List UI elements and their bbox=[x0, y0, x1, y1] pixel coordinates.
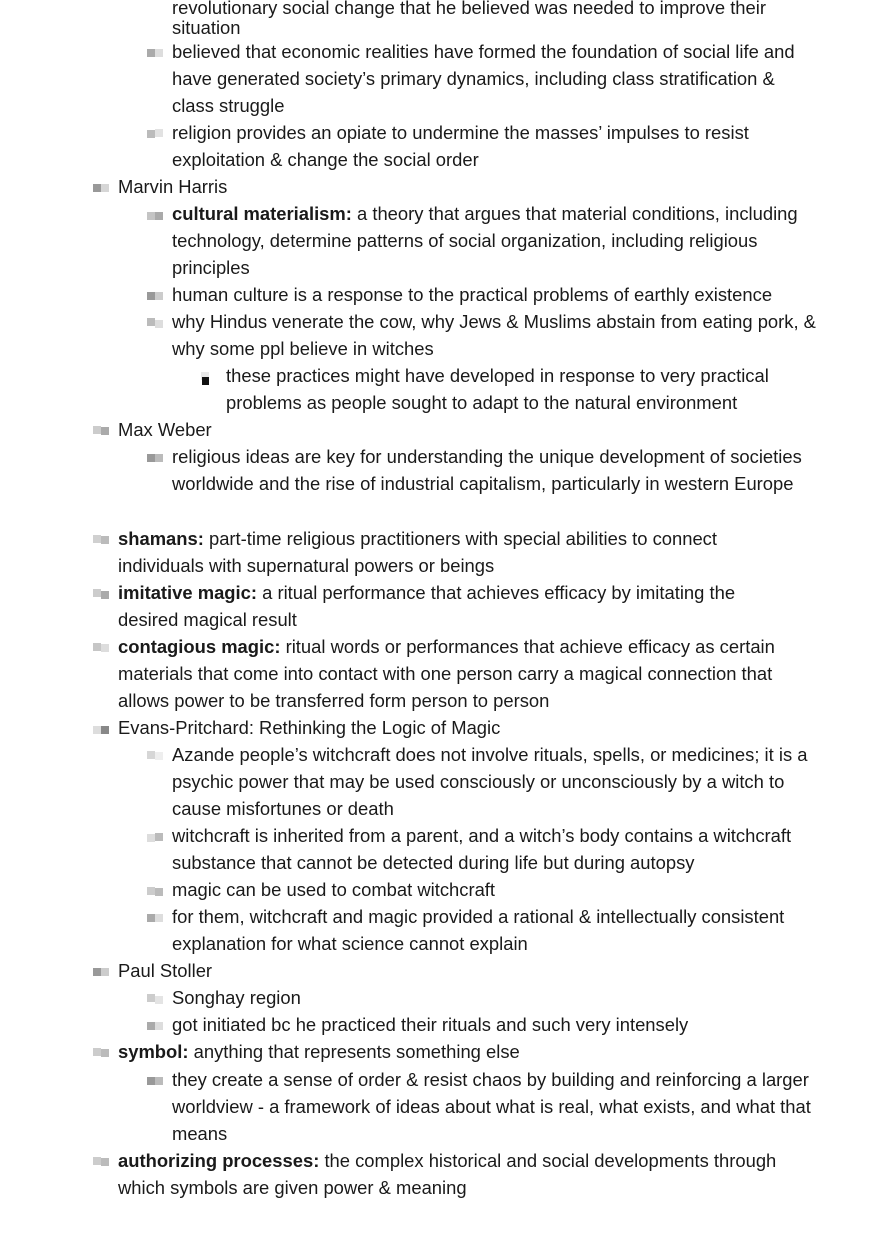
bullet-icon bbox=[93, 535, 109, 545]
item-term: contagious magic: bbox=[118, 636, 281, 657]
list-item bbox=[118, 633, 778, 714]
item-text: for them, witchcraft and magic provided a rational & intellectually consistent explanation for what science cannot explain bbox=[172, 906, 785, 954]
bullet-icon bbox=[147, 210, 163, 220]
item-text: Paul Stoller bbox=[118, 960, 213, 981]
bullet-icon bbox=[93, 589, 109, 599]
item-text: religion provides an opiate to undermine the masses’ impulses to resist exploitation & change the social order bbox=[172, 122, 749, 170]
bullet-icon bbox=[93, 643, 109, 653]
list-item bbox=[172, 0, 817, 38]
list-item bbox=[172, 119, 817, 173]
item-text: religious ideas are key for understanding the unique development of societies worldwide and the rise of industrial capitalism, particularly in western Europe bbox=[172, 446, 802, 494]
list-item bbox=[172, 822, 817, 876]
list-item bbox=[172, 38, 817, 119]
list-item bbox=[172, 1066, 817, 1147]
list-item bbox=[172, 903, 817, 957]
list-item bbox=[118, 957, 778, 984]
item-text: witchcraft is inherited from a parent, and a witch’s body contains a witchcraft substance that cannot be detected during life but during autopsy bbox=[172, 825, 792, 873]
item-text: got initiated bc he practiced their rituals and such very intensely bbox=[172, 1014, 689, 1035]
bullet-icon bbox=[93, 426, 109, 436]
item-term: authorizing processes: bbox=[118, 1150, 320, 1171]
bullet-icon bbox=[147, 913, 163, 923]
item-text: magic can be used to combat witchcraft bbox=[172, 879, 496, 900]
item-term: symbol: bbox=[118, 1041, 189, 1062]
list-item bbox=[172, 741, 817, 822]
bullet-icon bbox=[147, 886, 163, 896]
item-text: human culture is a response to the practical problems of earthly existence bbox=[172, 284, 773, 305]
item-text: ritual words or performances that achieve efficacy as certain materials that come into contact with one person carry a magical connection that allows power to be transferred form person to person bbox=[118, 636, 775, 711]
bullet-icon bbox=[93, 1157, 109, 1167]
item-text: Marvin Harris bbox=[118, 176, 228, 197]
bullet-icon bbox=[93, 183, 109, 193]
list-item bbox=[118, 579, 778, 633]
item-text: anything that represents something else bbox=[188, 1041, 520, 1062]
list-item bbox=[118, 525, 778, 579]
list-item bbox=[118, 714, 778, 741]
item-text: these practices might have developed in response to very practical problems as people sought to adapt to the natural environment bbox=[226, 365, 769, 413]
item-text: Evans-Pritchard: Rethinking the Logic of Magic bbox=[118, 717, 501, 738]
list-item bbox=[118, 1147, 778, 1201]
bullet-icon bbox=[93, 1048, 109, 1058]
bullet-icon bbox=[147, 453, 163, 463]
item-term: cultural materialism: bbox=[172, 203, 352, 224]
item-text: Azande people’s witchcraft does not involve rituals, spells, or medicines; it is a psychic power that may be used consciously or unconsciously by a witch to cause misfortunes or death bbox=[172, 744, 808, 819]
bullet-icon bbox=[147, 291, 163, 301]
list-item bbox=[172, 876, 817, 903]
item-text: Songhay region bbox=[172, 987, 301, 1008]
bullet-icon bbox=[147, 318, 163, 328]
list-item bbox=[172, 200, 817, 281]
list-item bbox=[172, 984, 817, 1011]
bullet-icon bbox=[147, 832, 163, 842]
item-text: why Hindus venerate the cow, why Jews & Muslims abstain from eating pork, & why some ppl believe in witches bbox=[172, 311, 816, 359]
bullet-icon bbox=[147, 751, 163, 761]
item-text: revolutionary social change that he believed was needed to improve their situation bbox=[172, 0, 766, 38]
bullet-icon bbox=[147, 1021, 163, 1031]
bullet-icon bbox=[147, 48, 163, 58]
list-item bbox=[118, 173, 778, 200]
item-text: believed that economic realities have formed the foundation of social life and have generated society’s primary dynamics, including class stratification & class struggle bbox=[172, 41, 795, 116]
list-item bbox=[118, 416, 778, 443]
list-item bbox=[172, 281, 817, 308]
bullet-icon bbox=[147, 129, 163, 139]
list-item bbox=[118, 1038, 778, 1065]
bullet-icon bbox=[147, 1076, 163, 1086]
item-text: the complex historical and social developments through which symbols are given power & meaning bbox=[118, 1150, 777, 1198]
item-term: shamans: bbox=[118, 528, 204, 549]
bullet-icon bbox=[147, 994, 163, 1004]
item-term: imitative magic: bbox=[118, 582, 257, 603]
item-text: a theory that argues that material conditions, including technology, determine patterns of social organization, including religious principles bbox=[172, 203, 798, 278]
item-text: they create a sense of order & resist chaos by building and reinforcing a larger worldview - a framework of ideas about what is real, what exists, and what that means bbox=[172, 1069, 811, 1144]
item-text: Max Weber bbox=[118, 419, 212, 440]
bullet-icon bbox=[93, 724, 109, 734]
item-text: part-time religious practitioners with special abilities to connect individuals with supernatural powers or beings bbox=[118, 528, 717, 576]
bullet-icon bbox=[93, 967, 109, 977]
list-item bbox=[172, 308, 817, 362]
list-item bbox=[172, 1011, 817, 1038]
list-item bbox=[226, 362, 806, 416]
item-text: a ritual performance that achieves efficacy by imitating the desired magical result bbox=[118, 582, 736, 630]
list-item bbox=[172, 443, 817, 497]
bullet-icon bbox=[201, 372, 217, 382]
